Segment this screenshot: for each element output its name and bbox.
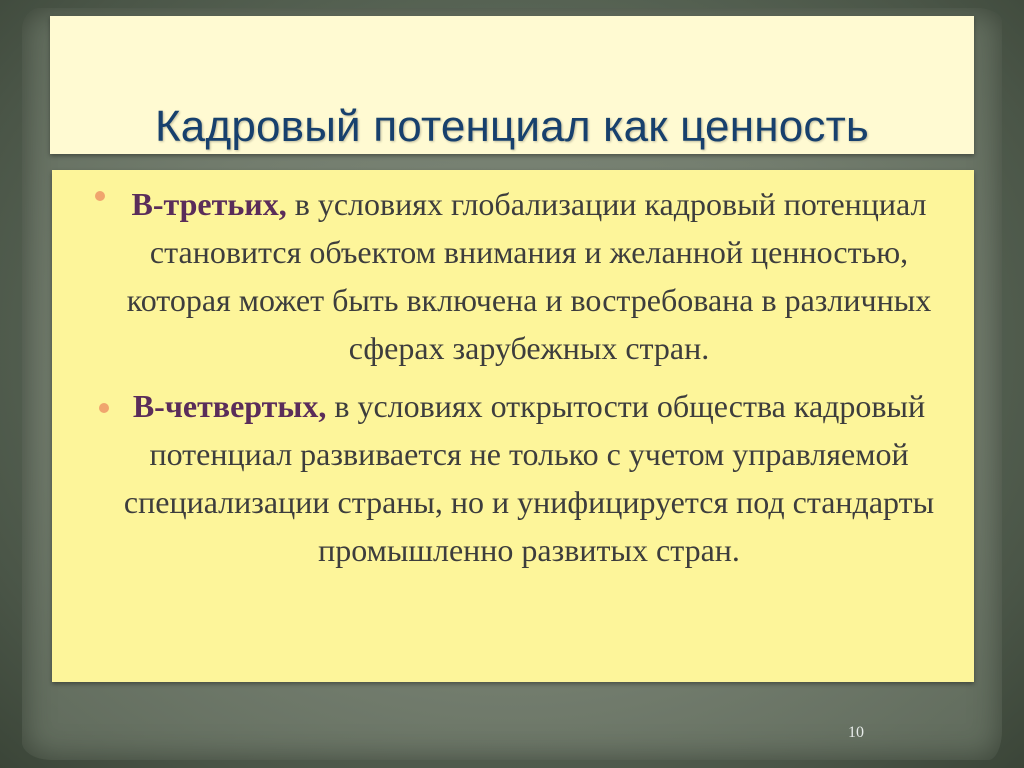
- bullet-text: в условиях глобализации кадровый потенциал становится объектом внимания и желанной ценностью, которая может быть включена и востребована в различных сферах зарубежных стран.: [126, 186, 932, 366]
- bullet-text: в условиях открытости общества кадровый потенциал развивается не только с учетом управляемой специализации страны, но и унифицируется под стандарты промышленно развитых стран.: [123, 388, 935, 568]
- bullet-lead: В-четвертых,: [132, 388, 327, 424]
- bullet-item: [112, 382, 946, 574]
- bullet-dot-icon: [95, 191, 105, 201]
- bullet-lead: В-третьих,: [131, 186, 287, 222]
- content-panel: [52, 170, 974, 682]
- bullet-item: [112, 170, 946, 372]
- bullet-list: [52, 170, 974, 574]
- title-panel: [50, 16, 974, 154]
- page-number: 10: [848, 724, 864, 741]
- slide-title: Кадровый потенциал как ценность: [154, 102, 870, 151]
- bullet-dot-icon: [99, 403, 109, 413]
